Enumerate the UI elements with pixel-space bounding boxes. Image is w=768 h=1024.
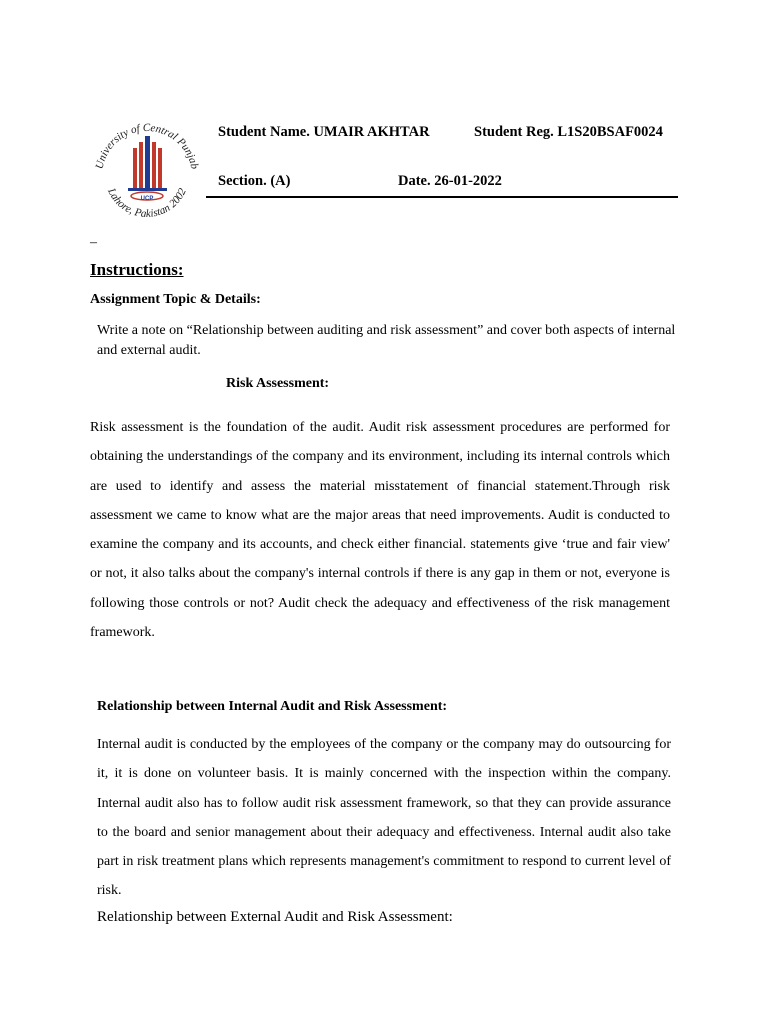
student-reg: Student Reg. L1S20BSAF0024 xyxy=(474,124,663,140)
university-logo xyxy=(88,118,206,226)
assignment-topic-label: Assignment Topic & Details: xyxy=(90,292,261,307)
internal-audit-heading: Relationship between Internal Audit and Risk Assessment: xyxy=(97,699,448,714)
internal-audit-paragraph: Internal audit is conducted by the employees of the company or the company may do outsourcing for it, it is done on volunteer basis. It is mainly concerned with the inspection within the company. Internal audit also has to follow audit risk assessment framework, so that they can provide assurance to the board and senior management about their adequacy and effectiveness. Internal audit also take part in risk treatment plans which represents management's commitment to respond to current level of risk. xyxy=(97,737,671,899)
section: Section. (A) xyxy=(218,173,291,189)
instructions-heading: Instructions: xyxy=(90,260,184,279)
dash-mark: – xyxy=(90,235,97,250)
header-divider xyxy=(206,196,678,198)
assignment-text: Write a note on “Relationship between auditing and risk assessment” and cover both aspects of internal and external audit. xyxy=(97,323,676,358)
student-name: Student Name. UMAIR AKHTAR xyxy=(218,124,430,140)
date: Date. 26-01-2022 xyxy=(398,173,502,189)
risk-assessment-paragraph: Risk assessment is the foundation of the audit. Audit risk assessment procedures are performed for obtaining the understandings of the company and its environment, including its internal controls which are used to identify and assess the material misstatement of financial statement.Through risk assessment we came to know what are the major areas that need improvements. Audit is conducted to examine the company and its accounts, and check either financial. statements give ‘true and fair view' or not, it also talks about the company's internal controls if there is any gap in them or not, everyone is following those controls or not? Audit check the adequacy and effectiveness of the risk management framework. xyxy=(90,420,670,641)
external-audit-heading: Relationship between External Audit and Risk Assessment: xyxy=(97,909,453,925)
svg-text:UCP: UCP xyxy=(140,196,154,202)
svg-text:Lahore, Pakistan 2002: Lahore, Pakistan 2002 xyxy=(105,186,189,220)
svg-text:University of Central Punjab: University of Central Punjab xyxy=(93,121,201,171)
risk-assessment-heading: Risk Assessment: xyxy=(226,376,330,391)
